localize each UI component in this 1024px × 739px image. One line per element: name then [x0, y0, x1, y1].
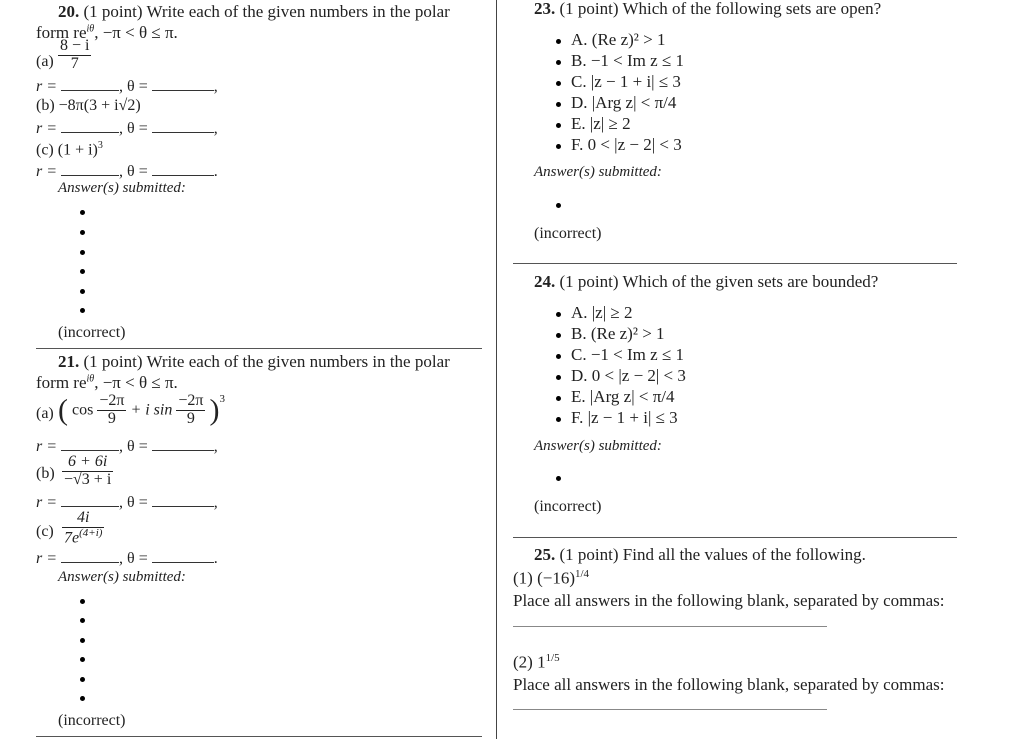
- option-bullet: [556, 81, 561, 86]
- part-1-answer-blank[interactable]: [513, 626, 827, 627]
- fraction-numerator: −2π: [99, 392, 125, 409]
- column-divider: [496, 0, 497, 739]
- answer-bullet: [80, 599, 85, 604]
- answer-bullet: [80, 638, 85, 643]
- part-b-label: (b): [36, 465, 55, 482]
- fraction-numerator: −2π: [178, 392, 204, 409]
- option-bullet: [556, 396, 561, 401]
- r-answer-blank[interactable]: [61, 131, 119, 133]
- fraction-denominator: −√3 + i: [64, 470, 112, 488]
- theta-answer-blank[interactable]: [152, 174, 214, 176]
- part-1-exponent: 1/4: [574, 568, 590, 580]
- problem-number: 23.: [534, 0, 556, 18]
- answer-bullet: [80, 618, 85, 623]
- problem-number: 25.: [534, 545, 556, 564]
- option-bullet: [556, 333, 561, 338]
- theta-label: , θ =: [119, 163, 148, 180]
- fraction-numerator: 8 − i: [60, 37, 90, 54]
- part-c-fraction: [62, 510, 104, 547]
- power-exponent: 3: [219, 393, 225, 405]
- answer-bullet: [80, 250, 85, 255]
- theta-label: , θ =: [119, 78, 148, 95]
- part-b-answer-row: r = , θ = ,: [36, 120, 218, 137]
- option-bullet: [556, 417, 561, 422]
- part-2-instruction: Place all answers in the following blank, separated by commas:: [513, 675, 945, 694]
- part-1-expression: [513, 568, 589, 589]
- part-c-label: (c): [36, 523, 54, 540]
- sin-text: + i sin: [130, 401, 173, 419]
- polar-form-text: form re: [36, 373, 87, 392]
- option-bullet: [556, 375, 561, 380]
- problem-prompt: (1 point) Write each of the given numbers in the polar: [83, 352, 450, 371]
- option-bullet: [556, 60, 561, 65]
- fraction-numerator: 6 + 6i: [62, 454, 113, 472]
- left-paren: (: [58, 393, 68, 427]
- answer-bullet: [80, 677, 85, 682]
- cos-text: cos: [72, 401, 94, 419]
- problem-23-heading: [534, 0, 881, 19]
- option-bullet: [556, 312, 561, 317]
- r-label: r =: [36, 163, 58, 180]
- option-item: D. 0 < |z − 2| < 3: [571, 366, 686, 385]
- option-bullet: [556, 102, 561, 107]
- problem-24-heading: [534, 272, 878, 292]
- r-label: r =: [36, 438, 58, 455]
- part-a-answer-row: r = , θ = ,: [36, 438, 218, 455]
- option-item: F. |z − 1 + i| ≤ 3: [571, 408, 678, 427]
- r-answer-blank[interactable]: [61, 505, 119, 507]
- option-item: A. (Re z)² > 1: [571, 30, 666, 49]
- answer-bullet: [80, 269, 85, 274]
- part-2-answer-blank[interactable]: [513, 709, 827, 710]
- problem-separator: [513, 537, 957, 538]
- polar-form-exponent: iθ: [86, 23, 95, 35]
- option-bullet: [556, 39, 561, 44]
- problem-separator: [36, 348, 482, 349]
- fraction-denominator: 9: [186, 409, 195, 427]
- option-item: B. (Re z)² > 1: [571, 324, 665, 343]
- r-answer-blank[interactable]: [61, 561, 119, 563]
- part-2-text: (2) 1: [513, 652, 546, 672]
- answer-bullet: [80, 657, 85, 662]
- option-item: A. |z| ≥ 2: [571, 303, 633, 322]
- problem-number: 21.: [58, 352, 80, 371]
- problem-20-heading: [58, 2, 450, 22]
- problem-number: 24.: [534, 272, 556, 291]
- option-item: F. 0 < |z − 2| < 3: [571, 135, 682, 154]
- part-a-fraction: [58, 38, 91, 73]
- option-bullet: [556, 354, 561, 359]
- r-label: r =: [36, 120, 58, 137]
- problem-prompt: (1 point) Which of the following sets are open?: [559, 0, 882, 18]
- polar-form-line: [36, 373, 178, 393]
- theta-range: , −π < θ ≤ π.: [94, 373, 178, 392]
- problem-separator: [513, 263, 957, 264]
- result-status: (incorrect): [58, 324, 126, 341]
- part-c-answer-row: r = , θ = .: [36, 550, 218, 567]
- part-1-instruction: Place all answers in the following blank, separated by commas:: [513, 591, 945, 610]
- theta-answer-blank[interactable]: [152, 89, 214, 91]
- part-b-expression: (b) −8π(3 + i√2): [36, 97, 141, 114]
- part-a-label: (a): [36, 405, 54, 422]
- part-c-text: (c) (1 + i): [36, 141, 98, 159]
- theta-range: , −π < θ ≤ π.: [94, 23, 178, 42]
- part-a-answer-row: r = , θ = ,: [36, 78, 218, 95]
- r-answer-blank[interactable]: [61, 449, 119, 451]
- problem-prompt: (1 point) Find all the values of the following.: [559, 545, 866, 564]
- theta-answer-blank[interactable]: [152, 131, 214, 133]
- option-bullet: [556, 144, 561, 149]
- result-status: (incorrect): [58, 712, 126, 729]
- r-label: r =: [36, 78, 58, 95]
- answers-submitted-label: Answer(s) submitted:: [534, 438, 662, 454]
- r-label: r =: [36, 494, 58, 511]
- answer-bullet: [556, 203, 561, 208]
- right-paren: ): [209, 393, 220, 427]
- problem-21-heading: [58, 352, 450, 372]
- problem-number: 20.: [58, 2, 80, 21]
- part-b-answer-row: r = , θ = ,: [36, 494, 218, 511]
- result-status: (incorrect): [534, 225, 602, 242]
- option-item: B. −1 < Im z ≤ 1: [571, 51, 685, 70]
- problem-25-heading: [534, 545, 866, 565]
- theta-label: , θ =: [119, 494, 148, 511]
- part-c-answer-row: r = , θ = .: [36, 163, 218, 180]
- result-status: (incorrect): [534, 498, 602, 515]
- answer-bullet: [556, 476, 561, 481]
- option-bullet: [556, 123, 561, 128]
- fraction-denominator: 7: [70, 54, 79, 72]
- polar-form-text: form re: [36, 23, 87, 42]
- option-item: E. |z| ≥ 2: [571, 114, 631, 133]
- part-1-text: (1) (−16): [513, 568, 575, 588]
- polar-form-exponent: iθ: [86, 373, 95, 385]
- theta-label: , θ =: [119, 438, 148, 455]
- theta-answer-blank[interactable]: [152, 505, 214, 507]
- answer-bullet: [80, 289, 85, 294]
- option-item: D. |Arg z| < π/4: [571, 93, 677, 112]
- theta-label: , θ =: [119, 550, 148, 567]
- problem-prompt: (1 point) Write each of the given numbers in the polar: [83, 2, 450, 21]
- answer-bullet: [80, 308, 85, 313]
- r-label: r =: [36, 550, 58, 567]
- problem-prompt: (1 point) Which of the given sets are bounded?: [559, 272, 879, 291]
- option-item: E. |Arg z| < π/4: [571, 387, 675, 406]
- part-2-expression: [513, 652, 560, 673]
- denominator-base: 7e: [64, 529, 80, 547]
- theta-answer-blank[interactable]: [152, 449, 214, 451]
- answers-submitted-label: Answer(s) submitted:: [58, 180, 186, 196]
- denominator-exponent: (4+i): [79, 526, 103, 539]
- part-b-fraction: [62, 454, 113, 489]
- problem-separator: [36, 736, 482, 737]
- answers-submitted-label: Answer(s) submitted:: [534, 164, 662, 180]
- option-item: C. −1 < Im z ≤ 1: [571, 345, 685, 364]
- fraction-denominator: 9: [107, 409, 116, 427]
- part-2-exponent: 1/5: [545, 652, 560, 664]
- theta-label: , θ =: [119, 120, 148, 137]
- answers-submitted-label: Answer(s) submitted:: [58, 569, 186, 585]
- answer-bullet: [80, 230, 85, 235]
- r-answer-blank[interactable]: [61, 89, 119, 91]
- part-c-expression: [36, 140, 103, 159]
- option-item: C. |z − 1 + i| ≤ 3: [571, 72, 681, 91]
- answer-bullet: [80, 210, 85, 215]
- fraction-denominator: [62, 528, 104, 547]
- fraction-numerator: 4i: [62, 510, 104, 528]
- r-answer-blank[interactable]: [61, 174, 119, 176]
- part-a-label: (a): [36, 53, 54, 70]
- theta-answer-blank[interactable]: [152, 561, 214, 563]
- part-c-exponent: 3: [97, 140, 103, 151]
- answer-bullet: [80, 696, 85, 701]
- part-a-expression: [58, 393, 225, 428]
